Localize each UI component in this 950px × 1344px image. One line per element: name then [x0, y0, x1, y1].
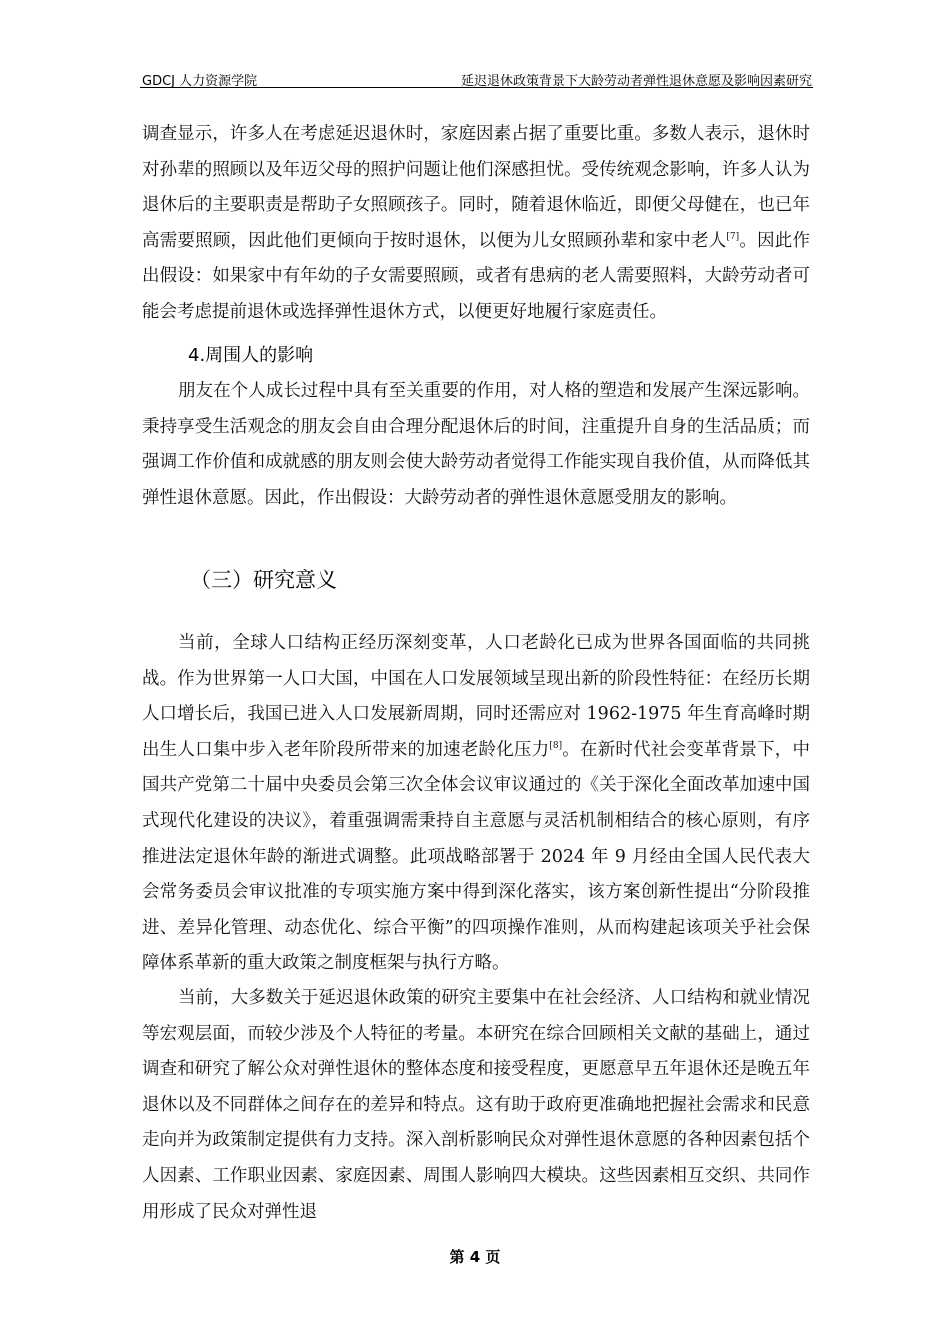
paragraph-peer-influence: [142, 374, 810, 516]
paragraph-significance-text-a: 当前，全球人口结构正经历深刻变革，人口老龄化已成为世界各国面临的共同挑战。作为世界第一人口大国，中国在人口发展领域呈现出新的阶段性特征：在经历长期人口增长后，我国已进入人口发展新周期，同时还需应对 1962-1975 年生育高峰时期出生人口集中步入老年阶段所带来的加速老龄化压力: [142, 633, 810, 760]
subheading-peer-influence: 4.周围人的影响: [188, 345, 314, 366]
header-institution: GDCJ 人力资源学院: [142, 74, 258, 89]
paragraph-peer-text: 朋友在个人成长过程中具有至关重要的作用，对人格的塑造和发展产生深远影响。秉持享受生活观念的朋友会自由合理分配退休后的时间，注重提升自身的生活品质；而强调工作价值和成就感的朋友则会使大龄劳动者觉得工作能实现自我价值，从而降低其弹性退休意愿。因此，作出假设：大龄劳动者的弹性退休意愿受朋友的影响。: [142, 381, 810, 508]
paragraph-family-text-a: 调查显示，许多人在考虑延迟退休时，家庭因素占据了重要比重。多数人表示，退休时对孙辈的照顾以及年迈父母的照护问题让他们深感担忧。受传统观念影响，许多人认为退休后的主要职责是帮助子女照顾孩子。同时，随着退休临近，即便父母健在，也已年高需要照顾，因此他们更倾向于按时退休，以便为儿女照顾孙辈和家中老人: [142, 124, 810, 251]
paragraph-family-factors: [142, 117, 810, 331]
section-heading-significance: （三）研究意义: [190, 568, 337, 592]
paragraph-significance-text-b: 。在新时代社会变革背景下，中国共产党第二十届中央委员会第三次全体会议审议通过的《关于深化全面改革加速中国式现代化建设的决议》，着重强调需秉持自主意愿与灵活机制相结合的核心原则，有序推进法定退休年龄的渐进式调整。此项战略部署于 2024 年 9 月经由全国人民代表大会常务委员会审议批准的专项实施方案中得到深化落实，该方案创新性提出“分阶段推进、差异化管理、动态优化、综合平衡”的四项操作准则，从而构建起该项关乎社会保障体系革新的重大政策之制度框架与执行方略。: [142, 739, 811, 974]
running-header: [142, 68, 812, 88]
paragraph-significance-2: [142, 981, 810, 1230]
citation-7: [7]: [726, 231, 740, 242]
page-number: 第 4 页: [449, 1248, 501, 1266]
paragraph-family-text-b: 。因此作出假设：如果家中有年幼的子女需要照顾，或者有患病的老人需要照料，大龄劳动者可能会考虑提前退休或选择弹性退休方式，以便更好地履行家庭责任。: [142, 230, 811, 322]
citation-8: [8]: [549, 740, 563, 751]
header-divider: [140, 87, 813, 88]
header-paper-title: 延迟退休政策背景下大龄劳动者弹性退休意愿及影响因素研究: [460, 74, 812, 89]
paragraph-significance-2-text: 当前，大多数关于延迟退休政策的研究主要集中在社会经济、人口结构和就业情况等宏观层面，而较少涉及个人特征的考量。本研究在综合回顾相关文献的基础上，通过调查和研究了解公众对弹性退休的整体态度和接受程度，更愿意早五年退休还是晚五年退休以及不同群体之间存在的差异和特点。这有助于政府更准确地把握社会需求和民意走向并为政策制定提供有力支持。深入剖析影响民众对弹性退休意愿的各种因素包括个人因素、工作职业因素、家庭因素、周围人影响四大模块。这些因素相互交织、共同作用形成了民众对弹性退: [142, 988, 810, 1222]
paragraph-significance-1: [142, 626, 810, 982]
